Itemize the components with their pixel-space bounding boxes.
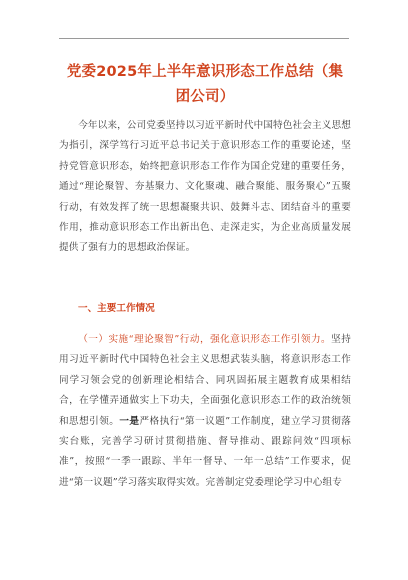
subsection-text: 坚持用习近平新时代中国特色社会主义思想武装头脑，将意识形态工作同学习领会党的创新理论相结合、同巩固拓展主题教育成果相结合，在学懂弄通做实上下功夫，全面强化意识形态工作的政治统领和思想引领。 xyxy=(59,334,351,427)
top-divider xyxy=(59,38,349,39)
subsection-paragraph xyxy=(59,330,351,493)
subsection-heading: （一）实施“理论聚智”行动，强化意识形态工作引领力。 xyxy=(78,334,332,345)
document-title: 党委2025年上半年意识形态工作总结（集团公司） xyxy=(66,64,344,105)
section-heading: 一、主要工作情况 xyxy=(78,303,155,314)
bold-lead: 一是 xyxy=(119,415,140,427)
intro-paragraph: 今年以来，公司党委坚持以习近平新时代中国特色社会主义思想为指引，深学笃行习近平总书记关于意识形态工作的重要论述，坚持党管意识形态，始终把意识形态工作作为国企党建的重要任务，通过“理论聚智、夯基聚力、文化聚魂、融合聚能、服务聚心”五聚行动，有效发挥了统一思想凝聚共识、鼓舞斗志、团结奋斗的重要作用，推动意识形态工作出新出色、走深走实，为企业高质量发展提供了强有力的思想政治保证。 xyxy=(59,120,352,254)
subsection-text-continued: 严格执行“第一议题”工作制度，建立学习贯彻落实台账，完善学习研讨贯彻措施、督导推动、跟踪问效“四项标准”，按照“一季一跟踪、半年一督导、一年一总结”工作要求，促进“第一议题”学习落实取得实效。完善制定党委理论学习中心组专 xyxy=(59,415,352,488)
